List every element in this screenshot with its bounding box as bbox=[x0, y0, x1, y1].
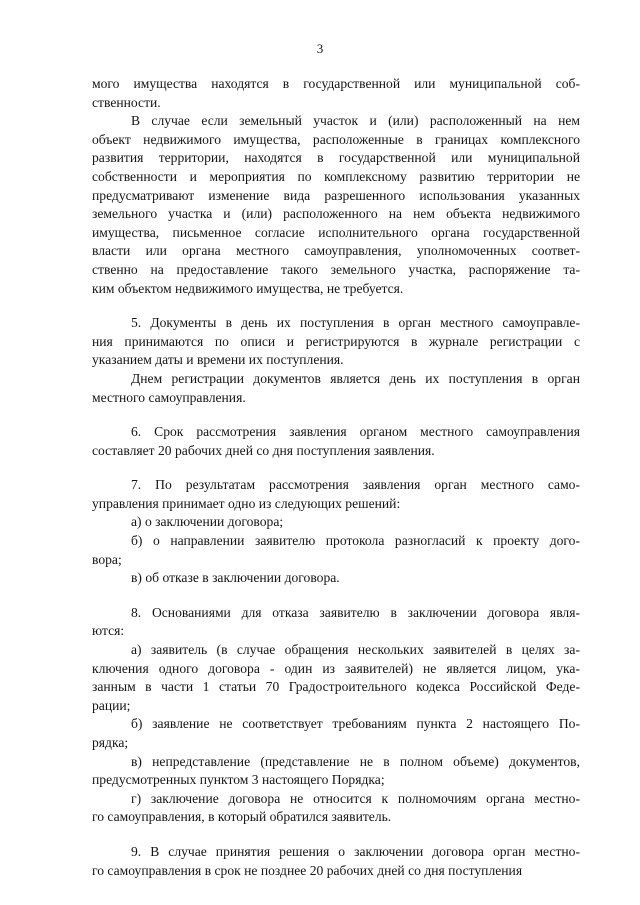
text-line: составляет 20 рабочих дней со дня поступления заявления. bbox=[92, 442, 435, 458]
paragraph-p15 bbox=[92, 843, 580, 880]
paragraph-gap bbox=[92, 298, 580, 314]
text-line: ются: bbox=[92, 623, 125, 639]
paragraph-p13 bbox=[92, 753, 580, 790]
document-body bbox=[92, 75, 580, 880]
text-line: ния принимаются по описи и регистрируются в журнале регистрации с bbox=[92, 333, 580, 349]
paragraph-p8 bbox=[92, 532, 580, 569]
text-line: 6. Срок рассмотрения заявления органом местного самоуправления bbox=[131, 424, 580, 440]
text-line: власти или органа местного самоуправления, уполномоченных соответ- bbox=[92, 243, 580, 259]
text-line: развития территории, находятся в государственной или муниципальной bbox=[92, 150, 580, 166]
text-line: ким объектом недвижимого имущества, не требуется. bbox=[92, 280, 404, 296]
paragraph-p3 bbox=[92, 314, 580, 370]
text-line: рации; bbox=[92, 697, 131, 713]
paragraph-p1 bbox=[92, 75, 580, 112]
text-line: 7. По результатам рассмотрения заявления орган местного само- bbox=[131, 477, 580, 493]
text-line: вора; bbox=[92, 551, 122, 567]
text-line: 8. Основаниями для отказа заявителю в заключении договора явля- bbox=[131, 604, 580, 620]
text-line: собственности и мероприятия по комплексному развитию территории не bbox=[92, 168, 580, 184]
text-line: В случае если земельный участок и (или) расположенный на нем bbox=[131, 113, 580, 129]
text-line: а) о заключении договора; bbox=[131, 514, 284, 530]
text-line: в) об отказе в заключении договора. bbox=[131, 570, 340, 586]
text-line: объект недвижимого имущества, расположенные в границах комплексного bbox=[92, 131, 580, 147]
paragraph-p7 bbox=[92, 513, 580, 532]
text-line: занным в части 1 статьи 70 Градостроительного кодекса Российской Феде- bbox=[92, 679, 580, 695]
text-line: местного самоуправления. bbox=[92, 389, 246, 405]
page-number: 3 bbox=[316, 41, 324, 56]
paragraph-p9 bbox=[92, 569, 580, 588]
text-line: го самоуправления в срок не позднее 20 рабочих дней со дня поступления bbox=[92, 862, 523, 878]
paragraph-p5 bbox=[92, 423, 580, 460]
paragraph-p10 bbox=[92, 604, 580, 641]
text-line: 5. Документы в день их поступления в орган местного самоуправле- bbox=[131, 315, 580, 331]
paragraph-p11 bbox=[92, 641, 580, 715]
paragraph-p12 bbox=[92, 715, 580, 752]
paragraph-p6 bbox=[92, 476, 580, 513]
paragraph-gap bbox=[92, 460, 580, 476]
paragraph-gap bbox=[92, 588, 580, 604]
text-line: ственности. bbox=[92, 94, 161, 110]
text-line: Днем регистрации документов является день их поступления в орган bbox=[131, 370, 580, 386]
text-line: б) о направлении заявителю протокола разногласий к проекту дого- bbox=[131, 533, 580, 549]
text-line: го самоуправления, в который обратился заявитель. bbox=[92, 809, 392, 825]
paragraph-p4 bbox=[92, 370, 580, 407]
text-line: а) заявитель (в случае обращения нескольких заявителей в целях за- bbox=[131, 642, 580, 658]
text-line: 9. В случае принятия решения о заключении договора орган местно- bbox=[131, 843, 580, 859]
text-line: предусматривают изменение вида разрешенного использования указанных bbox=[92, 187, 580, 203]
text-line: управления принимает одно из следующих решений: bbox=[92, 495, 401, 511]
paragraph-p2 bbox=[92, 112, 580, 298]
text-line: мого имущества находятся в государственной или муниципальной соб- bbox=[92, 76, 580, 91]
text-line: г) заключение договора не относится к полномочиям органа местно- bbox=[131, 790, 580, 806]
text-line: б) заявление не соответствует требованиям пункта 2 настоящего По- bbox=[131, 716, 580, 732]
text-line: ключения одного договора - один из заявителей) не является лицом, ука- bbox=[92, 660, 580, 676]
paragraph-p14 bbox=[92, 790, 580, 827]
text-line: ственно на предоставление такого земельного участка, распоряжение та- bbox=[92, 261, 580, 277]
paragraph-gap bbox=[92, 407, 580, 423]
text-line: в) непредставление (представление не в полном объеме) документов, bbox=[131, 753, 580, 769]
text-line: рядка; bbox=[92, 735, 129, 750]
text-line: имущества, письменное согласие исполнительного органа государственной bbox=[92, 224, 580, 240]
text-line: предусмотренных пунктом 3 настоящего Порядка; bbox=[92, 772, 385, 788]
text-line: указанием даты и времени их поступления. bbox=[92, 352, 344, 368]
paragraph-gap bbox=[92, 827, 580, 843]
text-line: земельного участка и (или) расположенного на нем объекта недвижимого bbox=[92, 206, 580, 222]
